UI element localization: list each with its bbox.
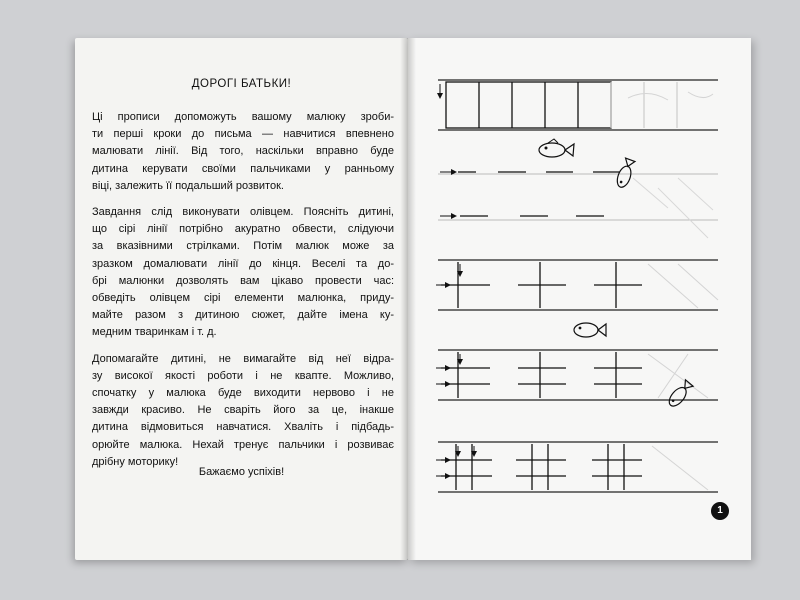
text-line: Допомагайте дитині, не вимагайте від неї відра- — [92, 352, 394, 365]
left-page — [75, 38, 408, 560]
fish-icon — [574, 323, 606, 337]
exercise-vertical-lines — [438, 80, 718, 130]
text-line: Ці прописи допоможуть вашому малюку зроби- — [92, 111, 394, 123]
text-line: майте разом з дитиною сюжет, дайте імена ку- — [92, 309, 394, 322]
text-line: дитина відмовиться навчатися. Хваліть і підбадь- — [92, 421, 394, 434]
exercise-double-crosses — [436, 350, 718, 400]
text-line: обведіть олівцем сірі елементи малюнка, приду- — [92, 292, 394, 305]
text-line: віці, залежить її подальший розвиток. — [92, 179, 284, 192]
fish-icon — [615, 158, 636, 189]
book-gutter — [400, 38, 416, 560]
page-heading: ДОРОГІ БАТЬКИ! — [191, 78, 292, 90]
instructions-text — [92, 109, 394, 480]
text-line: що сірі лінії потрібно акуратно обвести, слідуючи — [92, 223, 394, 236]
text-line: орюйте малюка. Нехай тренує пальчики і розвиває — [92, 438, 394, 451]
paragraph-1 — [92, 109, 394, 195]
exercise-dashes-1 — [438, 172, 718, 220]
text-line: завжди красиво. Не сваріть його за це, інакше — [92, 404, 394, 417]
closing-wish: Бажаємо успіхів! — [198, 466, 285, 478]
exercise-dashes-2 — [438, 188, 708, 238]
text-line: дрібну моторику! — [92, 455, 179, 468]
text-line: зразком домалювати лінії до кінця. Веселі та до- — [92, 257, 394, 270]
text-line: медним тваринкам і т. д. — [92, 326, 217, 339]
text-line: за вказівними стрілками. Потім малюк може за — [92, 240, 394, 253]
paragraph-2 — [92, 204, 394, 342]
text-line: Завдання слід виконувати олівцем. Поясніть дитині, — [92, 206, 394, 219]
exercise-crosses — [436, 260, 718, 310]
text-line: малювати лінії. Від того, наскільки вправно буде — [92, 145, 394, 158]
text-line: спочатку у малюка буде виходити нервово і не — [92, 387, 394, 400]
right-page — [408, 38, 751, 560]
exercise-sheet — [408, 38, 751, 560]
exercise-grids — [436, 442, 718, 492]
text-line: брі малюнки дозволять вам цікаво провести час: — [92, 274, 394, 287]
page-number: 1 — [711, 502, 729, 520]
fish-icon — [666, 379, 694, 409]
fish-icon — [539, 139, 574, 157]
text-line: ти перші кроки до письма — навчитися впевнено — [92, 128, 394, 141]
paragraph-3 — [92, 351, 394, 471]
text-line: дитина керувати своїми пальчиками у ранньому — [92, 162, 394, 175]
text-line: зу високої якості роботи і не квапте. Можливо, — [92, 369, 394, 382]
